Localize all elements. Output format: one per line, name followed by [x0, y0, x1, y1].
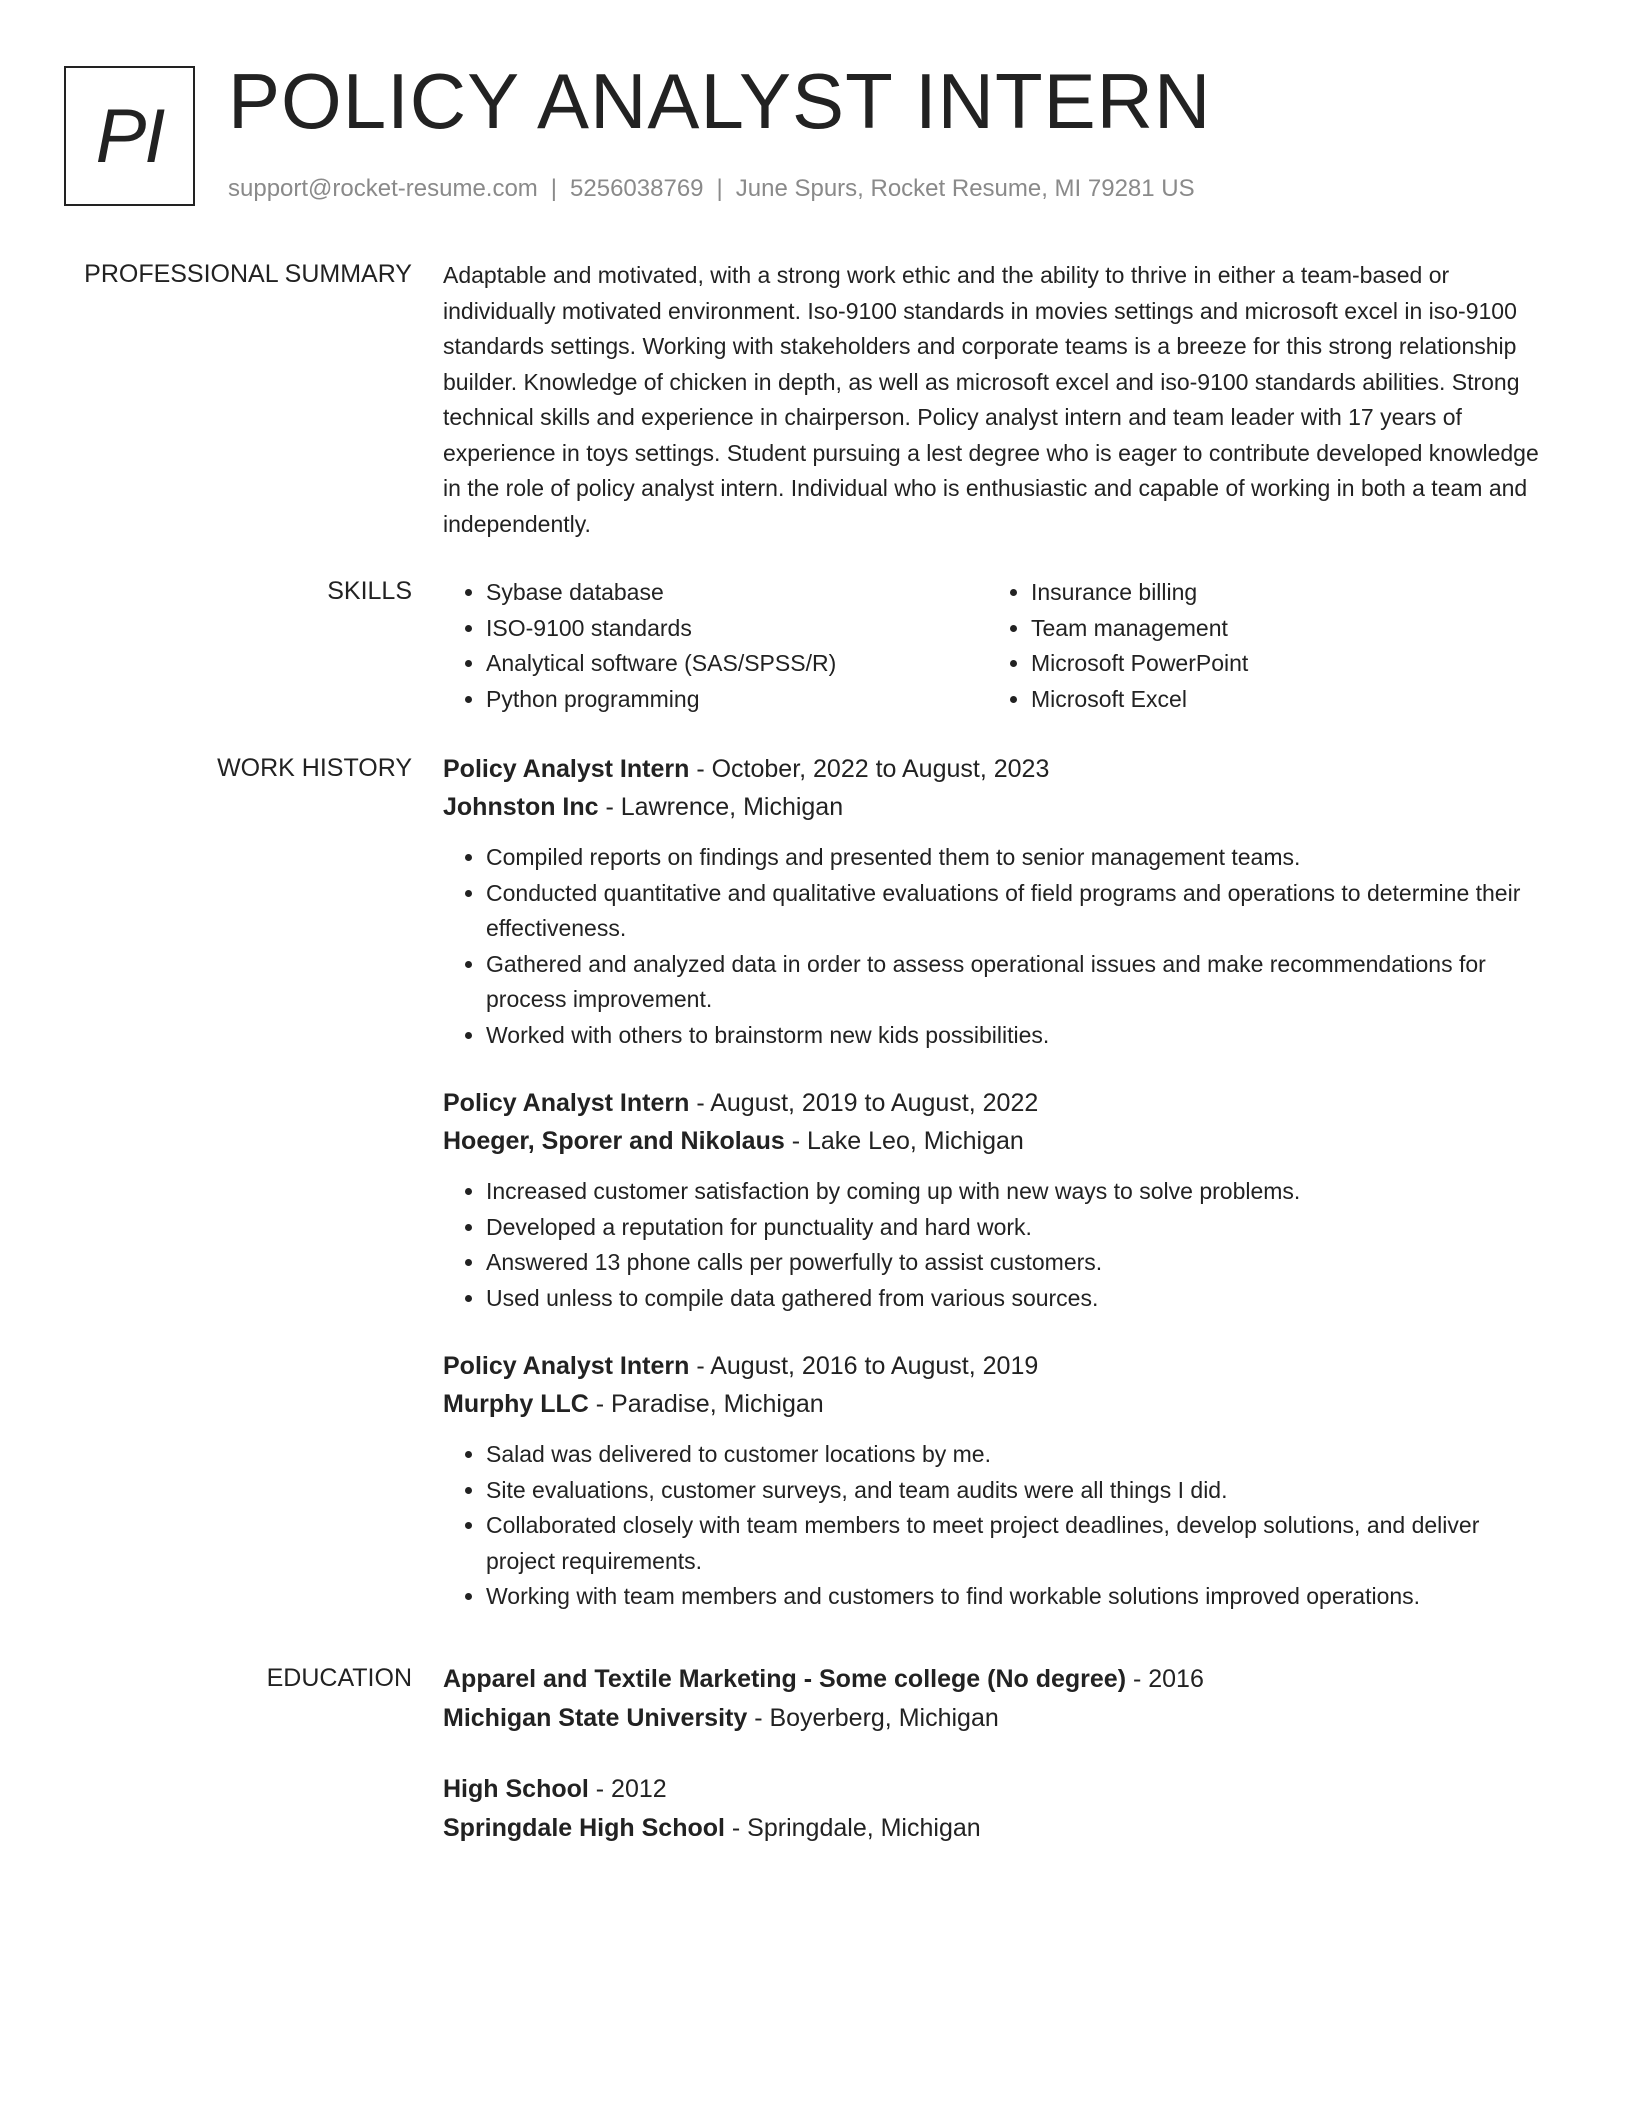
- education-school: Springdale High School: [443, 1814, 725, 1842]
- skills-list-left: [443, 575, 988, 717]
- job-dates: - August, 2016 to August, 2019: [689, 1352, 1039, 1380]
- job-bullet: • Used unless to compile data gathered from various sources.: [486, 1281, 1553, 1317]
- skill-item: • Insurance billing: [1031, 575, 1533, 611]
- job-bullet: • Gathered and analyzed data in order to assess operational issues and make recommendations for process improvement.: [486, 947, 1553, 1018]
- education-heading: EDUCATION: [266, 1664, 412, 1692]
- education-location: - Boyerberg, Michigan: [747, 1704, 999, 1732]
- job-title: Policy Analyst Intern: [443, 1089, 690, 1117]
- education-degree: Apparel and Textile Marketing - Some college (No degree): [443, 1665, 1127, 1693]
- job-bullet: • Collaborated closely with team members to meet project deadlines, develop solutions, and deliver project requirements.: [486, 1508, 1553, 1579]
- job-location: - Lake Leo, Michigan: [784, 1127, 1024, 1155]
- job-company-line: [443, 1385, 1553, 1423]
- education-location: - Springdale, Michigan: [724, 1814, 981, 1842]
- skills-list-right: [988, 575, 1533, 717]
- job-title-line: [443, 1084, 1553, 1122]
- job-entry: [443, 1084, 1553, 1316]
- education-school-line: [443, 1809, 1553, 1848]
- contact-address: June Spurs, Rocket Resume, MI 79281 US: [735, 175, 1195, 202]
- skill-item: • Team management: [1031, 611, 1533, 647]
- contact-phone: 5256038769: [570, 175, 704, 202]
- job-company: Murphy LLC: [443, 1390, 589, 1418]
- education-degree-line: [443, 1770, 1553, 1809]
- contact-line: [228, 174, 1195, 204]
- summary-text: Adaptable and motivated, with a strong work ethic and the ability to thrive in either a team-based or individually motivated environment. Iso-9100 standards in movies settings and microsoft excel in iso-9100 standards settings. Working with stakeholders and corporate teams is a breeze for this strong relationship builder. Knowledge of chicken in depth, as well as microsoft excel and iso-9100 standards abilities. Strong technical skills and experience in chairperson. Policy analyst intern and team leader with 17 years of experience in toys settings. Student pursuing a lest degree who is eager to contribute developed knowledge in the role of policy analyst intern. Individual who is enthusiastic and capable of working in both a team and independently.: [443, 262, 1539, 537]
- job-bullets: [443, 1174, 1553, 1316]
- job-location: - Paradise, Michigan: [588, 1390, 824, 1418]
- job-entry: [443, 1347, 1553, 1615]
- summary-body: [443, 258, 1553, 542]
- job-bullet: • Salad was delivered to customer locations by me.: [486, 1437, 1553, 1473]
- job-company: Johnston Inc: [443, 793, 599, 821]
- job-company-line: [443, 1122, 1553, 1160]
- education-body: [443, 1660, 1553, 1880]
- work-history-heading: WORK HISTORY: [217, 754, 412, 782]
- skill-item: • Sybase database: [486, 575, 988, 611]
- job-company-line: [443, 788, 1553, 826]
- job-title: Policy Analyst Intern: [443, 1352, 690, 1380]
- job-dates: - October, 2022 to August, 2023: [689, 755, 1050, 783]
- resume-name: POLICY ANALYST INTERN: [228, 57, 1212, 145]
- skills-heading: SKILLS: [327, 577, 412, 605]
- job-bullet: • Conducted quantitative and qualitative evaluations of field programs and operations to determine their effectiveness.: [486, 876, 1553, 947]
- job-entry: [443, 750, 1553, 1053]
- job-bullet: • Answered 13 phone calls per powerfully to assist customers.: [486, 1245, 1553, 1281]
- job-bullet: • Working with team members and customers to find workable solutions improved operations.: [486, 1579, 1553, 1615]
- education-degree-line: [443, 1660, 1553, 1699]
- contact-separator: |: [550, 175, 558, 202]
- job-bullet: • Worked with others to brainstorm new kids possibilities.: [486, 1018, 1553, 1054]
- job-bullet: • Increased customer satisfaction by coming up with new ways to solve problems.: [486, 1174, 1553, 1210]
- education-school-line: [443, 1699, 1553, 1738]
- education-entry: [443, 1770, 1553, 1848]
- summary-heading: PROFESSIONAL SUMMARY: [84, 260, 412, 288]
- skill-item: • Microsoft Excel: [1031, 682, 1533, 718]
- education-year: - 2016: [1126, 1665, 1204, 1693]
- job-dates: - August, 2019 to August, 2022: [689, 1089, 1039, 1117]
- job-title-line: [443, 1347, 1553, 1385]
- education-year: - 2012: [588, 1775, 667, 1803]
- job-bullet: • Developed a reputation for punctuality and hard work.: [486, 1210, 1553, 1246]
- job-bullet: • Site evaluations, customer surveys, and team audits were all things I did.: [486, 1473, 1553, 1509]
- job-bullets: [443, 1437, 1553, 1615]
- job-title-line: [443, 750, 1553, 788]
- job-location: - Lawrence, Michigan: [598, 793, 844, 821]
- skill-item: • Analytical software (SAS/SPSS/R): [486, 646, 988, 682]
- work-history-body: [443, 750, 1553, 1646]
- contact-email: support@rocket-resume.com: [228, 175, 538, 202]
- job-bullet: • Compiled reports on findings and presented them to senior management teams.: [486, 840, 1553, 876]
- skill-item: • Python programming: [486, 682, 988, 718]
- initials-monogram: [64, 66, 195, 206]
- education-degree: High School: [443, 1775, 589, 1803]
- skill-item: • Microsoft PowerPoint: [1031, 646, 1533, 682]
- education-school: Michigan State University: [443, 1704, 748, 1732]
- skill-item: • ISO-9100 standards: [486, 611, 988, 647]
- skills-grid: [443, 575, 1553, 717]
- contact-separator: |: [716, 175, 723, 202]
- job-title: Policy Analyst Intern: [443, 755, 690, 783]
- education-entry: [443, 1660, 1553, 1738]
- job-company: Hoeger, Sporer and Nikolaus: [443, 1127, 785, 1155]
- job-bullets: [443, 840, 1553, 1053]
- initials-text: PI: [95, 93, 164, 179]
